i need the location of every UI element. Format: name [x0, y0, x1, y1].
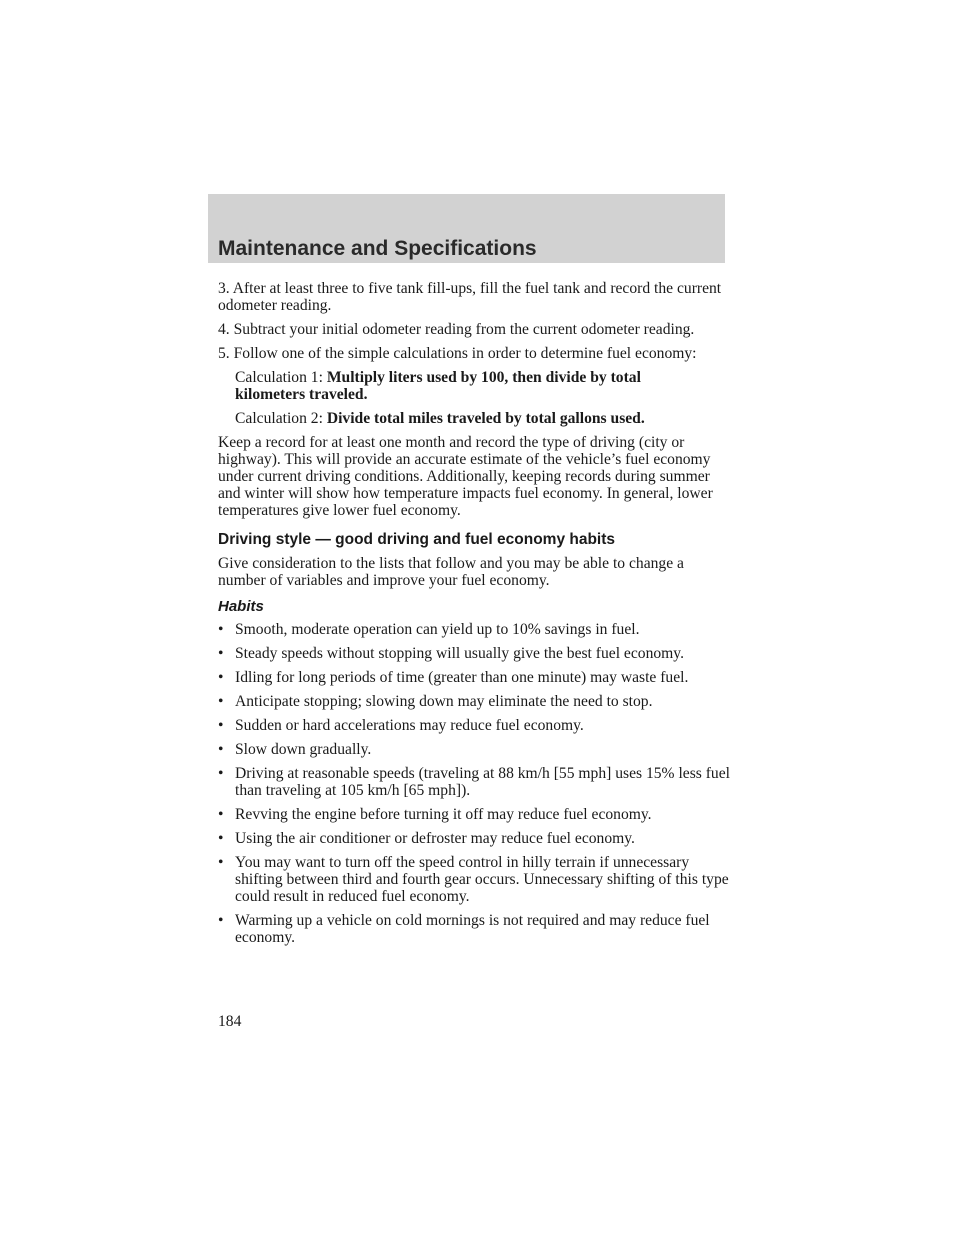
step-5: 5. Follow one of the simple calculations in order to determine fuel economy: — [218, 345, 697, 362]
calculation-2-label: Calculation 2: — [235, 410, 323, 427]
habit-text: Smooth, moderate operation can yield up to 10% savings in fuel. — [235, 621, 640, 638]
list-item — [218, 645, 733, 662]
habit-text: You may want to turn off the speed control in hilly terrain if unnecessary shifting between third and fourth gear occurs. Unnecessary shifting of this type could result in reduced fuel economy. — [235, 854, 729, 905]
list-item — [218, 741, 733, 758]
bullet-icon: • — [218, 645, 224, 662]
habit-text: Idling for long periods of time (greater than one minute) may waste fuel. — [235, 669, 689, 686]
bullet-icon: • — [218, 741, 224, 758]
calculation-2 — [218, 410, 733, 427]
section-title: Maintenance and Specifications — [218, 237, 537, 260]
habits-heading: Habits — [218, 598, 264, 615]
driving-style-intro: Give consideration to the lists that follow and you may be able to change a number of variables and improve your fuel economy. — [218, 555, 684, 589]
habit-text: Revving the engine before turning it off may reduce fuel economy. — [235, 806, 652, 823]
list-item — [218, 693, 733, 710]
bullet-icon: • — [218, 621, 224, 638]
step-4: 4. Subtract your initial odometer reading from the current odometer reading. — [218, 321, 695, 338]
habit-text: Warming up a vehicle on cold mornings is not required and may reduce fuel economy. — [235, 912, 710, 946]
list-item — [218, 912, 733, 946]
habit-text: Steady speeds without stopping will usually give the best fuel economy. — [235, 645, 684, 662]
bullet-icon: • — [218, 669, 224, 686]
bullet-icon: • — [218, 806, 224, 823]
list-item — [218, 806, 733, 823]
bullet-icon: • — [218, 830, 224, 847]
list-item — [218, 621, 733, 638]
list-item — [218, 717, 733, 734]
list-item — [218, 830, 733, 847]
habit-text: Using the air conditioner or defroster may reduce fuel economy. — [235, 830, 635, 847]
bullet-icon: • — [218, 912, 224, 929]
bullet-icon: • — [218, 693, 224, 710]
record-paragraph: Keep a record for at least one month and record the type of driving (city or highway). This will provide an accurate estimate of the vehicle’s fuel economy under current driving conditions. Additionally, keeping records during summer and winter will show how temperature impacts fuel economy. In general, lower temperatures give lower fuel economy. — [218, 434, 713, 519]
list-item — [218, 854, 733, 905]
habits-list — [218, 621, 733, 946]
calculation-1-rule: Multiply liters used by 100, then divide by total — [326, 369, 641, 386]
bullet-icon: • — [218, 765, 224, 782]
habit-text: Driving at reasonable speeds (traveling at 88 km/h [55 mph] uses 15% less fuel than traveling at 105 km/h [65 mph]). — [235, 765, 730, 799]
list-item — [218, 669, 733, 686]
bullet-icon: • — [218, 717, 224, 734]
habit-text: Sudden or hard accelerations may reduce fuel economy. — [235, 717, 584, 734]
calculation-2-rule: Divide total miles traveled by total gallons used. — [326, 410, 645, 427]
list-item — [218, 765, 733, 799]
habit-text: Anticipate stopping; slowing down may eliminate the need to stop. — [235, 693, 653, 710]
driving-style-heading: Driving style — good driving and fuel economy habits — [218, 531, 616, 548]
step-3: 3. After at least three to five tank fill-ups, fill the fuel tank and record the current odometer reading. — [218, 280, 722, 314]
page-number: 184 — [218, 1013, 242, 1030]
calculation-1-label: Calculation 1: — [235, 369, 323, 386]
calculation-1-rule-cont: kilometers traveled. — [235, 386, 368, 403]
page-content — [218, 280, 733, 953]
habit-text: Slow down gradually. — [235, 741, 372, 758]
calculation-1 — [218, 369, 733, 403]
bullet-icon: • — [218, 854, 224, 871]
